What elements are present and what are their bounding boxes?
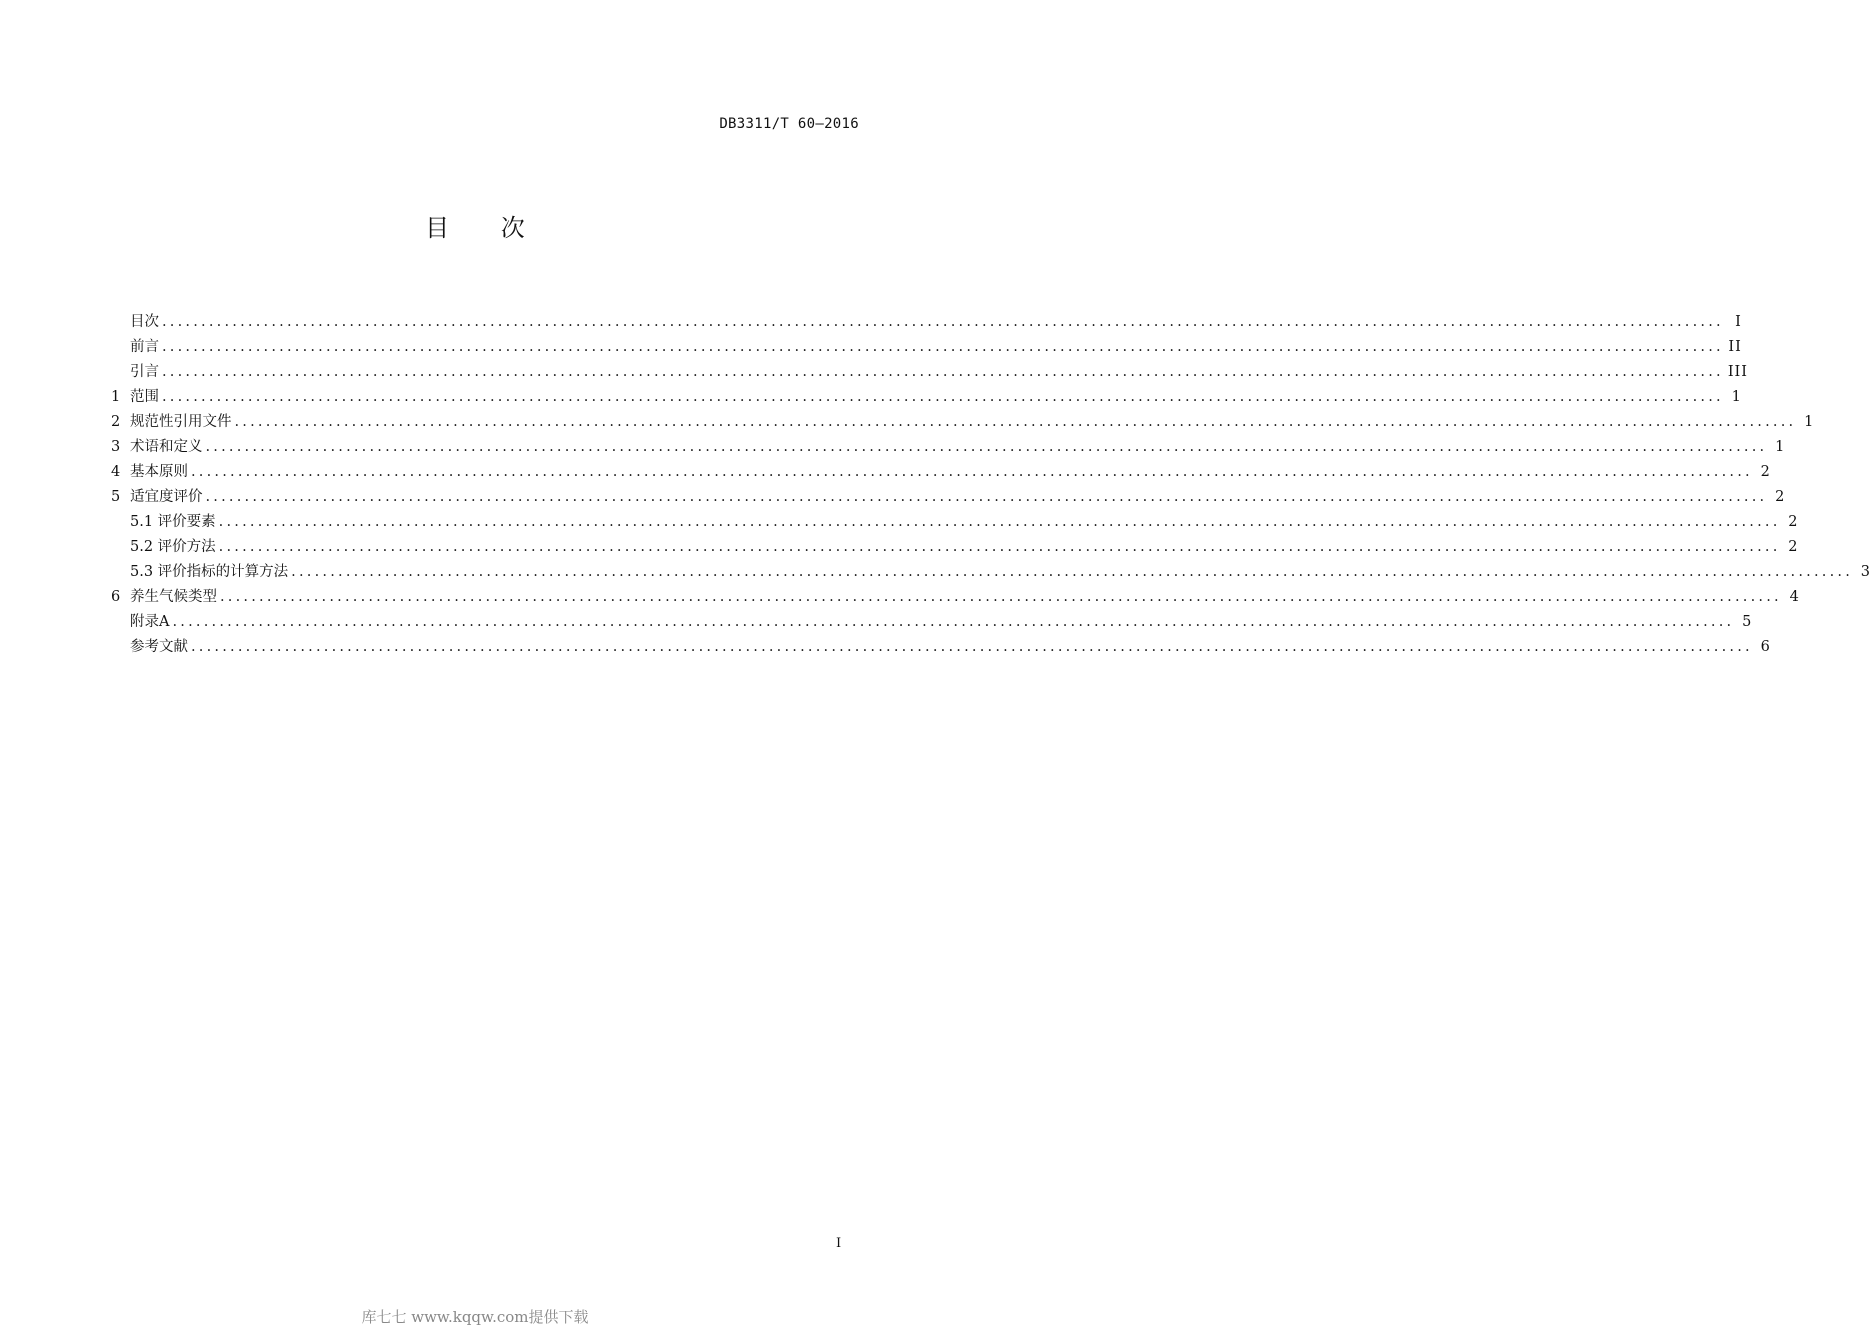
toc-entry-page: 1	[1804, 414, 1815, 430]
toc-entry-page: 2	[1788, 539, 1799, 555]
toc-entry[interactable]	[111, 560, 1871, 585]
toc-entry[interactable]	[111, 360, 1749, 385]
toc-entry-label: 目次	[130, 314, 159, 330]
toc-entry-page: 5	[1742, 614, 1753, 630]
toc-entry-page: 4	[1789, 589, 1800, 605]
toc-entry[interactable]	[111, 310, 1742, 335]
toc-entry-label: 范围	[130, 389, 159, 405]
toc-leader-dots: ........................................................................................................................................................................................................	[191, 464, 1753, 480]
toc-entry-label: 附录A	[130, 614, 170, 630]
page-number: I	[836, 1236, 842, 1251]
toc-entry-page: 3	[1860, 564, 1871, 580]
toc-entry[interactable]	[111, 535, 1799, 560]
toc-entry[interactable]	[111, 435, 1786, 460]
toc-entry[interactable]	[111, 610, 1753, 635]
toc-entry[interactable]	[111, 385, 1742, 410]
toc-entry-page: I	[1735, 314, 1742, 330]
toc-leader-dots: ........................................................................................................................................................................................................	[234, 414, 1797, 430]
toc-entry-page: 2	[1775, 489, 1786, 505]
toc-entry-page: 6	[1760, 639, 1771, 655]
toc-leader-dots: ........................................................................................................................................................................................................	[191, 639, 1753, 655]
toc-entry-page: 2	[1788, 514, 1799, 530]
toc-entry-page: 1	[1775, 439, 1786, 455]
toc-entry-number: 3	[111, 439, 121, 455]
toc-entry[interactable]	[111, 485, 1786, 510]
toc-leader-dots: ........................................................................................................................................................................................................	[205, 439, 1768, 455]
toc-entry[interactable]	[111, 460, 1771, 485]
toc-entry[interactable]	[111, 635, 1771, 660]
toc-entry-page: III	[1727, 364, 1749, 380]
table-of-contents	[111, 310, 1871, 660]
toc-entry-label: 参考文献	[130, 639, 188, 655]
toc-entry-label: 5.1 评价要素	[130, 514, 216, 530]
toc-entry-label: 适宜度评价	[130, 489, 203, 505]
toc-entry-number: 5	[111, 489, 121, 505]
toc-leader-dots: ........................................................................................................................................................................................................	[220, 589, 1782, 605]
toc-leader-dots: ........................................................................................................................................................................................................	[291, 564, 1853, 580]
toc-leader-dots: ........................................................................................................................................................................................................	[162, 364, 1724, 380]
toc-entry-page: II	[1728, 339, 1742, 355]
toc-entry-label: 引言	[130, 364, 159, 380]
toc-entry-page: 1	[1731, 389, 1742, 405]
toc-entry[interactable]	[111, 585, 1800, 610]
toc-entry-label: 前言	[130, 339, 159, 355]
toc-leader-dots: ........................................................................................................................................................................................................	[218, 539, 1781, 555]
toc-leader-dots: ........................................................................................................................................................................................................	[205, 489, 1768, 505]
toc-entry-number: 6	[111, 589, 121, 605]
toc-leader-dots: ........................................................................................................................................................................................................	[172, 614, 1735, 630]
toc-entry[interactable]	[111, 510, 1799, 535]
toc-leader-dots: ........................................................................................................................................................................................................	[162, 314, 1724, 330]
toc-leader-dots: ........................................................................................................................................................................................................	[162, 389, 1724, 405]
toc-leader-dots: ........................................................................................................................................................................................................	[162, 339, 1724, 355]
page-title: 目 次	[425, 214, 547, 242]
toc-entry-number: 1	[111, 389, 121, 405]
toc-entry[interactable]	[111, 335, 1742, 360]
toc-entry-label: 规范性引用文件	[130, 414, 232, 430]
toc-entry-label: 基本原则	[130, 464, 188, 480]
toc-entry-label: 养生气候类型	[130, 589, 217, 605]
toc-entry-label: 5.3 评价指标的计算方法	[130, 564, 289, 580]
toc-entry-number: 2	[111, 414, 121, 430]
toc-leader-dots: ........................................................................................................................................................................................................	[218, 514, 1781, 530]
toc-entry-number: 4	[111, 464, 121, 480]
document-id: DB3311/T 60—2016	[719, 116, 859, 132]
toc-entry-label: 5.2 评价方法	[130, 539, 216, 555]
toc-entry-label: 术语和定义	[130, 439, 203, 455]
watermark: 库七七 www.kqqw.com提供下载	[361, 1308, 589, 1326]
toc-entry-page: 2	[1760, 464, 1771, 480]
toc-entry[interactable]	[111, 410, 1815, 435]
